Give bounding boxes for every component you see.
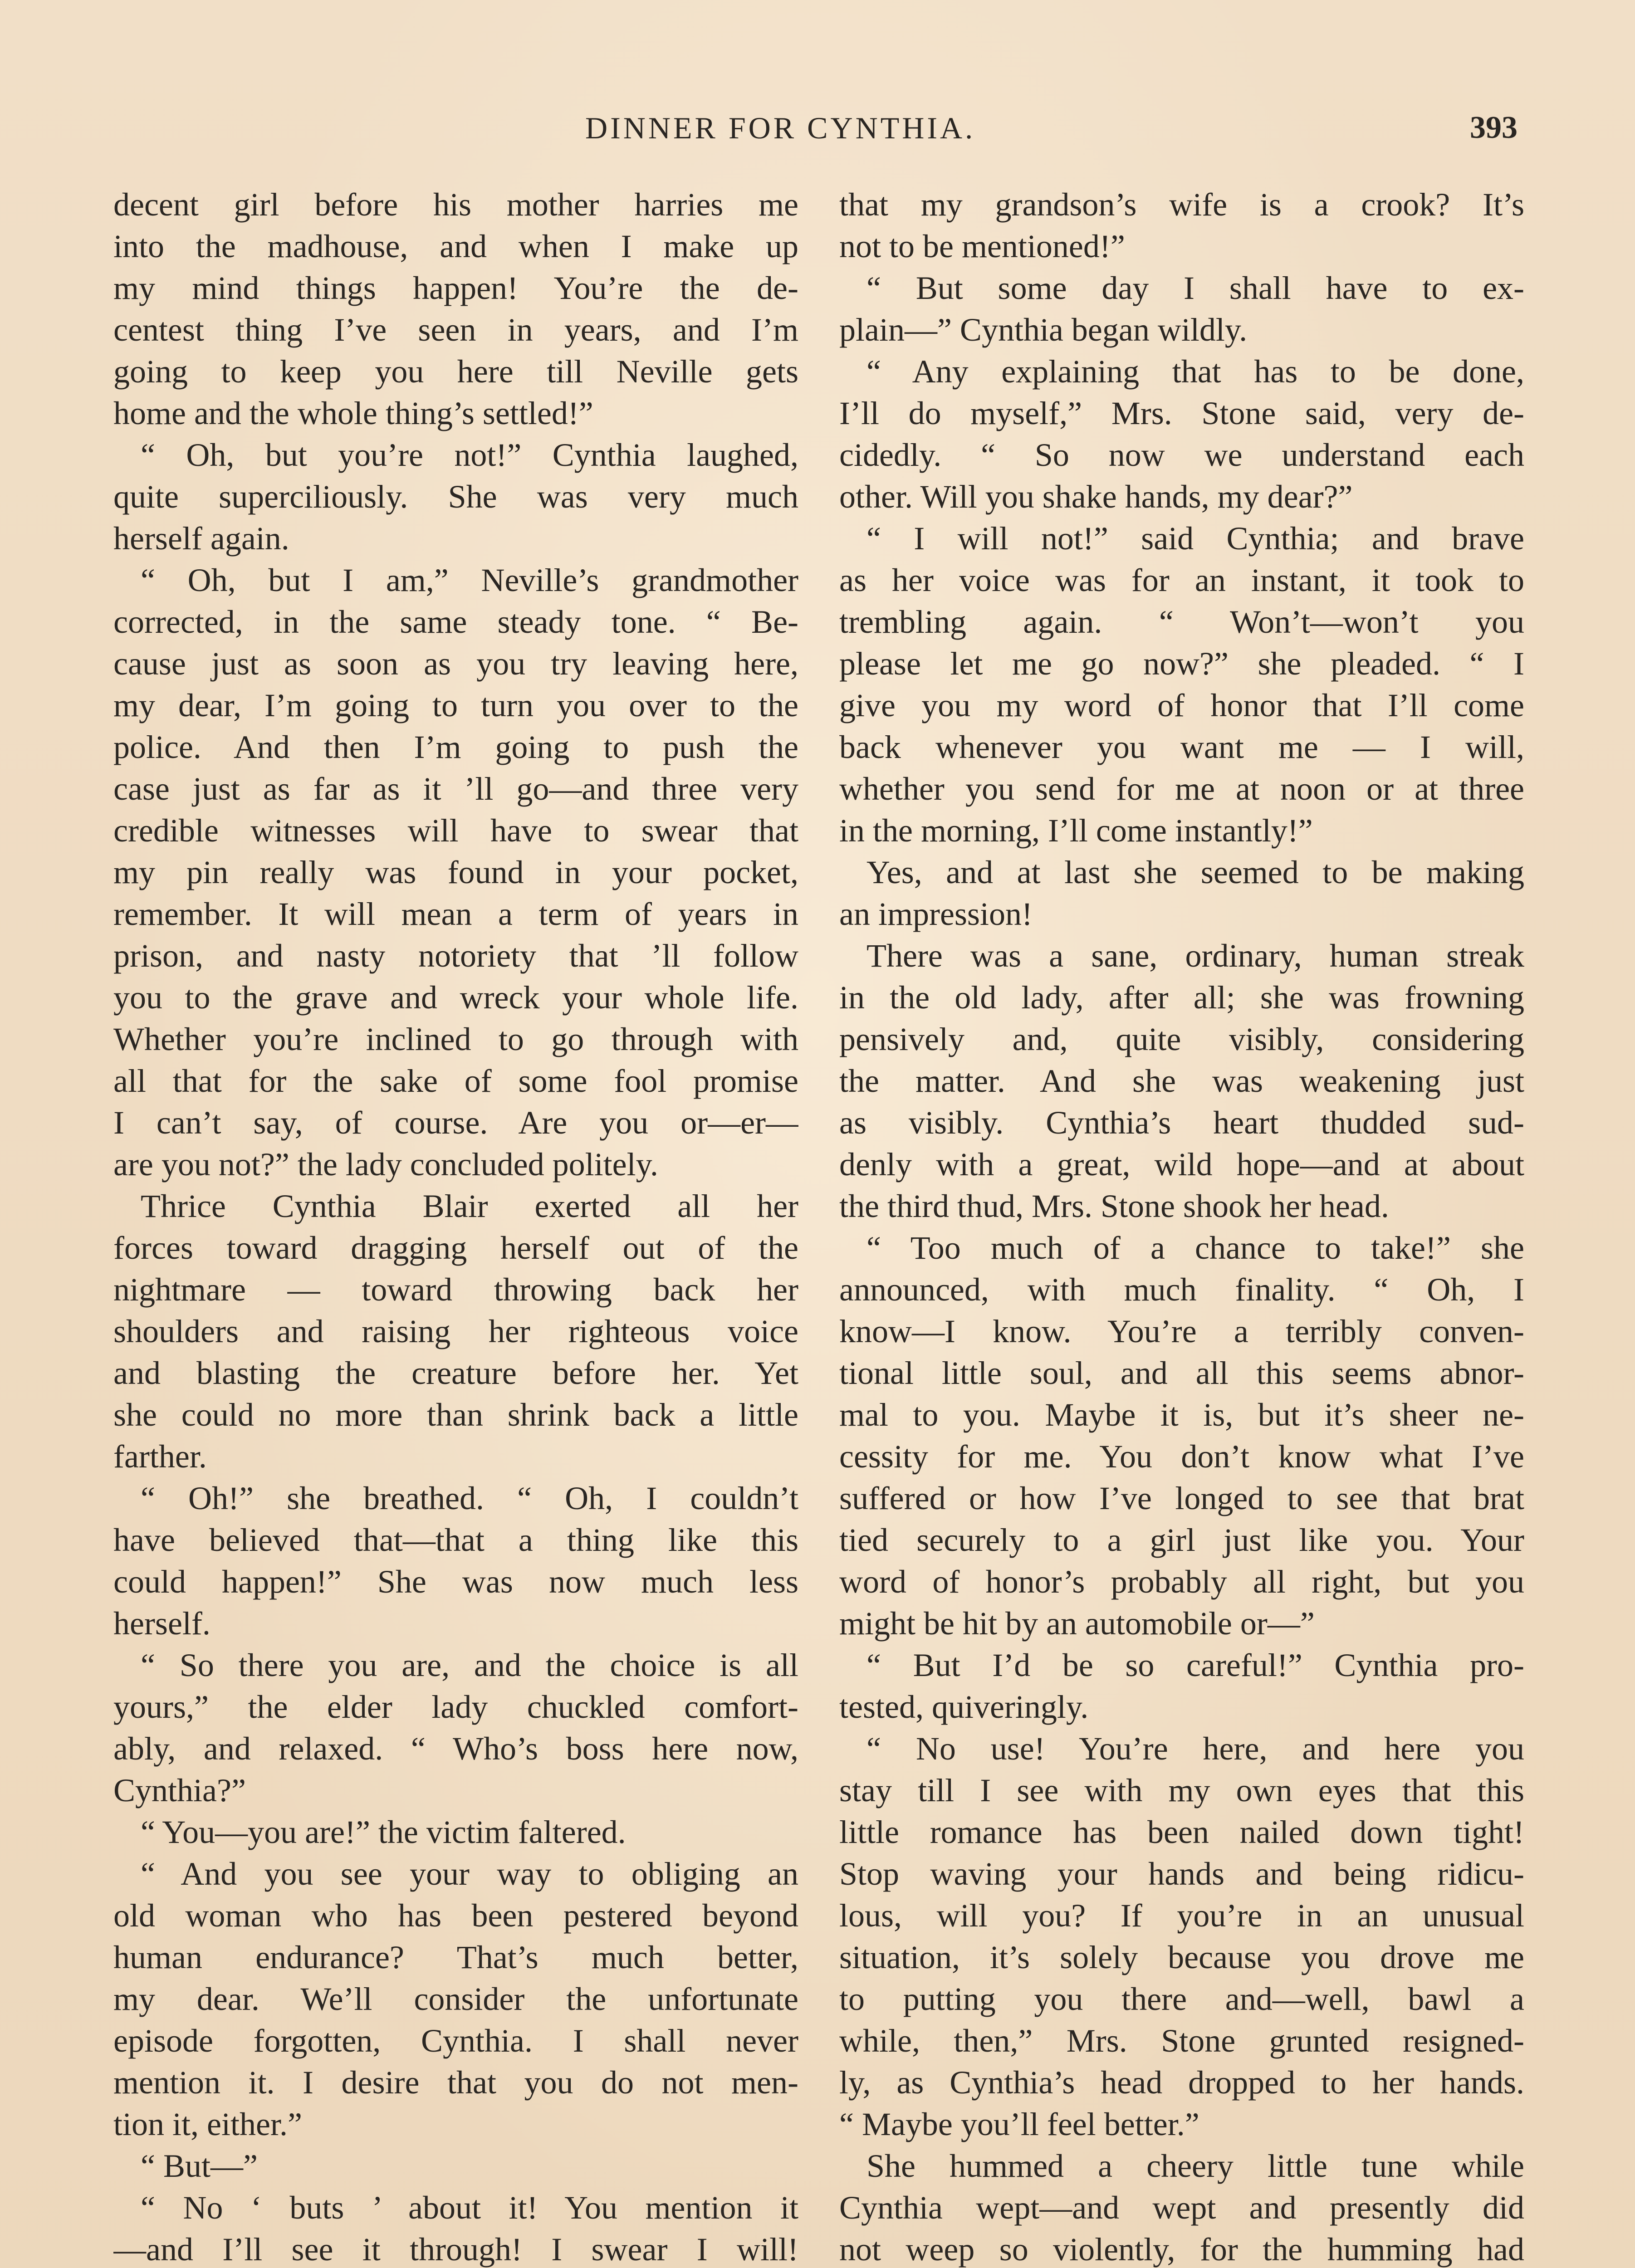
text-line: while, then,” Mrs. Stone grunted resigned- <box>839 2023 1524 2059</box>
text-line: farther. <box>113 1438 207 1475</box>
text-line: “ Oh!” she breathed. “ Oh, I couldn’t <box>141 1480 798 1516</box>
text-line: “ Oh, but I am,” Neville’s grandmother <box>141 562 798 598</box>
text-line: “ Maybe you’ll feel better.” <box>839 2106 1199 2142</box>
text-line: suffered or how I’ve longed to see that brat <box>839 1480 1524 1516</box>
text-line: other. Will you shake hands, my dear?” <box>839 479 1353 515</box>
text-line: give you my word of honor that I’ll come <box>839 687 1524 723</box>
text-line: human endurance? That’s much better, <box>113 1939 798 1975</box>
text-line: announced, with much finality. “ Oh, I <box>839 1271 1524 1308</box>
text-line: “ I will not!” said Cynthia; and brave <box>866 520 1524 557</box>
text-line: “ Too much of a chance to take!” she <box>866 1230 1524 1266</box>
text-line: and blasting the creature before her. Yet <box>113 1355 798 1391</box>
running-head <box>0 105 1635 151</box>
text-line: have believed that—that a thing like this <box>113 1522 798 1558</box>
text-line: I’ll do myself,” Mrs. Stone said, very de- <box>839 395 1524 431</box>
text-line: that my grandson’s wife is a crook? It’s <box>839 186 1524 223</box>
text-line: denly with a great, wild hope—and at about <box>839 1146 1524 1183</box>
text-line: remember. It will mean a term of years in <box>113 896 798 932</box>
text-line: shoulders and raising her righteous voice <box>113 1313 798 1349</box>
text-line: cidedly. “ So now we understand each <box>839 437 1524 473</box>
text-line: mal to you. Maybe it is, but it’s sheer ne- <box>839 1397 1524 1433</box>
text-line: pensively and, quite visibly, considering <box>839 1021 1524 1057</box>
text-line: “ You—you are!” the victim faltered. <box>141 1814 626 1850</box>
text-line: herself. <box>113 1605 210 1642</box>
text-line: yours,” the elder lady chuckled comfort- <box>113 1689 798 1725</box>
text-line: “ But I’d be so careful!” Cynthia pro- <box>866 1647 1524 1683</box>
text-line: the third thud, Mrs. Stone shook her head. <box>839 1188 1389 1224</box>
text-line: There was a sane, ordinary, human streak <box>866 938 1524 974</box>
text-line: “ Oh, but you’re not!” Cynthia laughed, <box>141 437 798 473</box>
text-line: “ No use! You’re here, and here you <box>866 1730 1524 1767</box>
text-line: word of honor’s probably all right, but you <box>839 1564 1524 1600</box>
text-line: my dear. We’ll consider the unfortunate <box>113 1981 798 2017</box>
text-line: prison, and nasty notoriety that ’ll follow <box>113 938 798 974</box>
text-line: as visibly. Cynthia’s heart thudded sud- <box>839 1105 1524 1141</box>
text-line: Whether you’re inclined to go through with <box>113 1021 798 1057</box>
text-line: in the morning, I’ll come instantly!” <box>839 812 1313 849</box>
text-line: to putting you there and—well, bawl a <box>839 1981 1524 2017</box>
text-line: my dear, I’m going to turn you over to the <box>113 687 798 723</box>
text-line: the matter. And she was weakening just <box>839 1063 1524 1099</box>
text-line: ly, as Cynthia’s head dropped to her hands. <box>839 2064 1524 2101</box>
text-line: corrected, in the same steady tone. “ Be- <box>113 604 798 640</box>
text-line: lous, will you? If you’re in an unusual <box>839 1897 1524 1934</box>
text-line: decent girl before his mother harries me <box>113 186 798 223</box>
text-line: She hummed a cheery little tune while <box>866 2148 1524 2184</box>
text-line: Yes, and at last she seemed to be making <box>866 854 1524 890</box>
text-line: old woman who has been pestered beyond <box>113 1897 798 1934</box>
right-column <box>839 184 1524 2268</box>
text-line: “ Any explaining that has to be done, <box>866 353 1524 390</box>
page-number: 393 <box>1470 110 1518 145</box>
text-line: all that for the sake of some fool promise <box>113 1063 798 1099</box>
text-line: in the old lady, after all; she was frowning <box>839 979 1524 1016</box>
text-line: an impression! <box>839 896 1033 932</box>
text-line: forces toward dragging herself out of the <box>113 1230 798 1266</box>
text-line: quite superciliously. She was very much <box>113 479 798 515</box>
text-line: ably, and relaxed. “ Who’s boss here now, <box>113 1730 798 1767</box>
text-line: Cynthia wept—and wept and presently did <box>839 2190 1524 2226</box>
text-line: tied securely to a girl just like you. Your <box>839 1522 1524 1558</box>
text-line: might be hit by an automobile or—” <box>839 1605 1315 1642</box>
text-line: police. And then I’m going to push the <box>113 729 798 765</box>
text-line: I can’t say, of course. Are you or—er— <box>113 1105 798 1141</box>
text-line: stay till I see with my own eyes that this <box>839 1772 1524 1809</box>
text-line: please let me go now?” she pleaded. “ I <box>839 645 1524 682</box>
text-line: “ But some day I shall have to ex- <box>866 270 1524 306</box>
text-line: my pin really was found in your pocket, <box>113 854 798 890</box>
left-column <box>113 184 798 2268</box>
text-line: not weep so violently, for the humming had <box>839 2231 1524 2268</box>
text-line: trembling again. “ Won’t—won’t you <box>839 604 1524 640</box>
text-line: Thrice Cynthia Blair exerted all her <box>141 1188 798 1224</box>
text-line: Stop waving your hands and being ridicu- <box>839 1856 1524 1892</box>
text-line: my mind things happen! You’re the de- <box>113 270 798 306</box>
text-line: “ So there you are, and the choice is all <box>141 1647 798 1683</box>
text-line: cessity for me. You don’t know what I’ve <box>839 1438 1524 1475</box>
text-line: tional little soul, and all this seems abnor- <box>839 1355 1524 1391</box>
text-line: she could no more than shrink back a little <box>113 1397 798 1433</box>
text-line: home and the whole thing’s settled!” <box>113 395 593 431</box>
text-line: “ But—” <box>141 2148 258 2184</box>
text-line: “ And you see your way to obliging an <box>141 1856 798 1892</box>
text-line: herself again. <box>113 520 289 557</box>
text-line: as her voice was for an instant, it took to <box>839 562 1524 598</box>
text-line: case just as far as it ’ll go—and three very <box>113 771 798 807</box>
text-line: —and I’ll see it through! I swear I will! <box>113 2231 798 2268</box>
text-line: know—I know. You’re a terribly conven- <box>839 1313 1524 1349</box>
text-line: tested, quiveringly. <box>839 1689 1089 1725</box>
text-line: could happen!” She was now much less <box>113 1564 798 1600</box>
text-line: into the madhouse, and when I make up <box>113 228 798 264</box>
text-line: “ No ‘ buts ’ about it! You mention it <box>141 2190 798 2226</box>
text-line: cause just as soon as you try leaving here, <box>113 645 798 682</box>
text-line: tion it, either.” <box>113 2106 302 2142</box>
text-line: are you not?” the lady concluded politely. <box>113 1146 658 1183</box>
text-line: mention it. I desire that you do not men- <box>113 2064 798 2101</box>
text-line: Cynthia?” <box>113 1772 246 1809</box>
text-line: centest thing I’ve seen in years, and I’m <box>113 312 798 348</box>
text-line: little romance has been nailed down tight! <box>839 1814 1524 1850</box>
text-line: situation, it’s solely because you drove me <box>839 1939 1524 1975</box>
text-line: going to keep you here till Neville gets <box>113 353 798 390</box>
text-line: you to the grave and wreck your whole life. <box>113 979 798 1016</box>
text-line: credible witnesses will have to swear that <box>113 812 798 849</box>
text-line: whether you send for me at noon or at three <box>839 771 1524 807</box>
text-line: back whenever you want me — I will, <box>839 729 1524 765</box>
text-line: plain—” Cynthia began wildly. <box>839 312 1248 348</box>
running-title: DINNER FOR CYNTHIA. <box>585 111 976 145</box>
text-line: not to be mentioned!” <box>839 228 1125 264</box>
text-line: episode forgotten, Cynthia. I shall never <box>113 2023 798 2059</box>
text-line: nightmare — toward throwing back her <box>113 1271 798 1308</box>
